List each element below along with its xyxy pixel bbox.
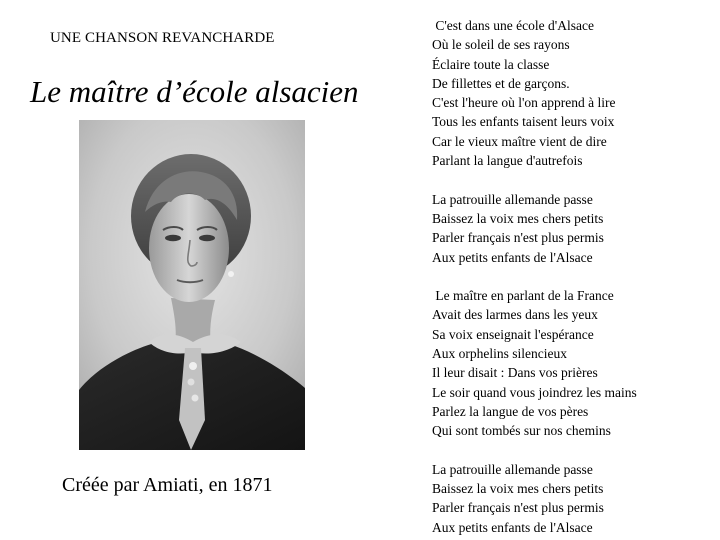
poem-line: Le maître en parlant de la France xyxy=(432,288,614,304)
poem-line: Avait des larmes dans les yeux xyxy=(432,307,598,323)
portrait-photo-icon xyxy=(79,120,305,450)
poem-refrain xyxy=(432,460,712,537)
poem-line: Où le soleil de ses rayons xyxy=(432,37,570,53)
poem-lyrics xyxy=(432,16,712,537)
poem-line: Sa voix enseignait l'espérance xyxy=(432,326,594,342)
poem-line: Parler français n'est plus permis xyxy=(432,500,604,516)
poem-line: Il leur disait : Dans vos prières xyxy=(432,365,598,381)
photo-caption: Créée par Amiati, en 1871 xyxy=(62,474,273,496)
poem-line: C'est l'heure où l'on apprend à lire xyxy=(432,95,616,111)
poem-line: Parlez la langue de vos pères xyxy=(432,403,589,419)
poem-refrain xyxy=(432,190,712,267)
poem-line: Éclaire toute la classe xyxy=(432,56,550,72)
kicker-heading: UNE CHANSON REVANCHARDE xyxy=(50,30,275,46)
poem-line: La patrouille allemande passe xyxy=(432,461,593,477)
poem-line: Aux petits enfants de l'Alsace xyxy=(432,249,593,265)
poem-line: La patrouille allemande passe xyxy=(432,191,593,207)
poem-line: C'est dans une école d'Alsace xyxy=(432,18,594,33)
poem-line: Baissez la voix mes chers petits xyxy=(432,210,604,226)
page-title: Le maître d’école alsacien xyxy=(30,74,359,109)
poem-stanza xyxy=(432,16,712,170)
poem-line: Aux orphelins silencieux xyxy=(432,346,567,362)
poem-line: Parlant la langue d'autrefois xyxy=(432,153,583,169)
poem-line: Aux petits enfants de l'Alsace xyxy=(432,519,593,535)
poem-line: Baissez la voix mes chers petits xyxy=(432,481,604,497)
poem-line: Le soir quand vous joindrez les mains xyxy=(432,384,637,400)
poem-line: Parler français n'est plus permis xyxy=(432,230,604,246)
poem-line: Tous les enfants taisent leurs voix xyxy=(432,114,615,130)
poem-line: Car le vieux maître vient de dire xyxy=(432,133,607,149)
poem-stanza xyxy=(432,286,712,440)
poem-line: Qui sont tombés sur nos chemins xyxy=(432,423,611,439)
portrait-photo xyxy=(79,120,305,450)
poem-line: De fillettes et de garçons. xyxy=(432,75,570,91)
